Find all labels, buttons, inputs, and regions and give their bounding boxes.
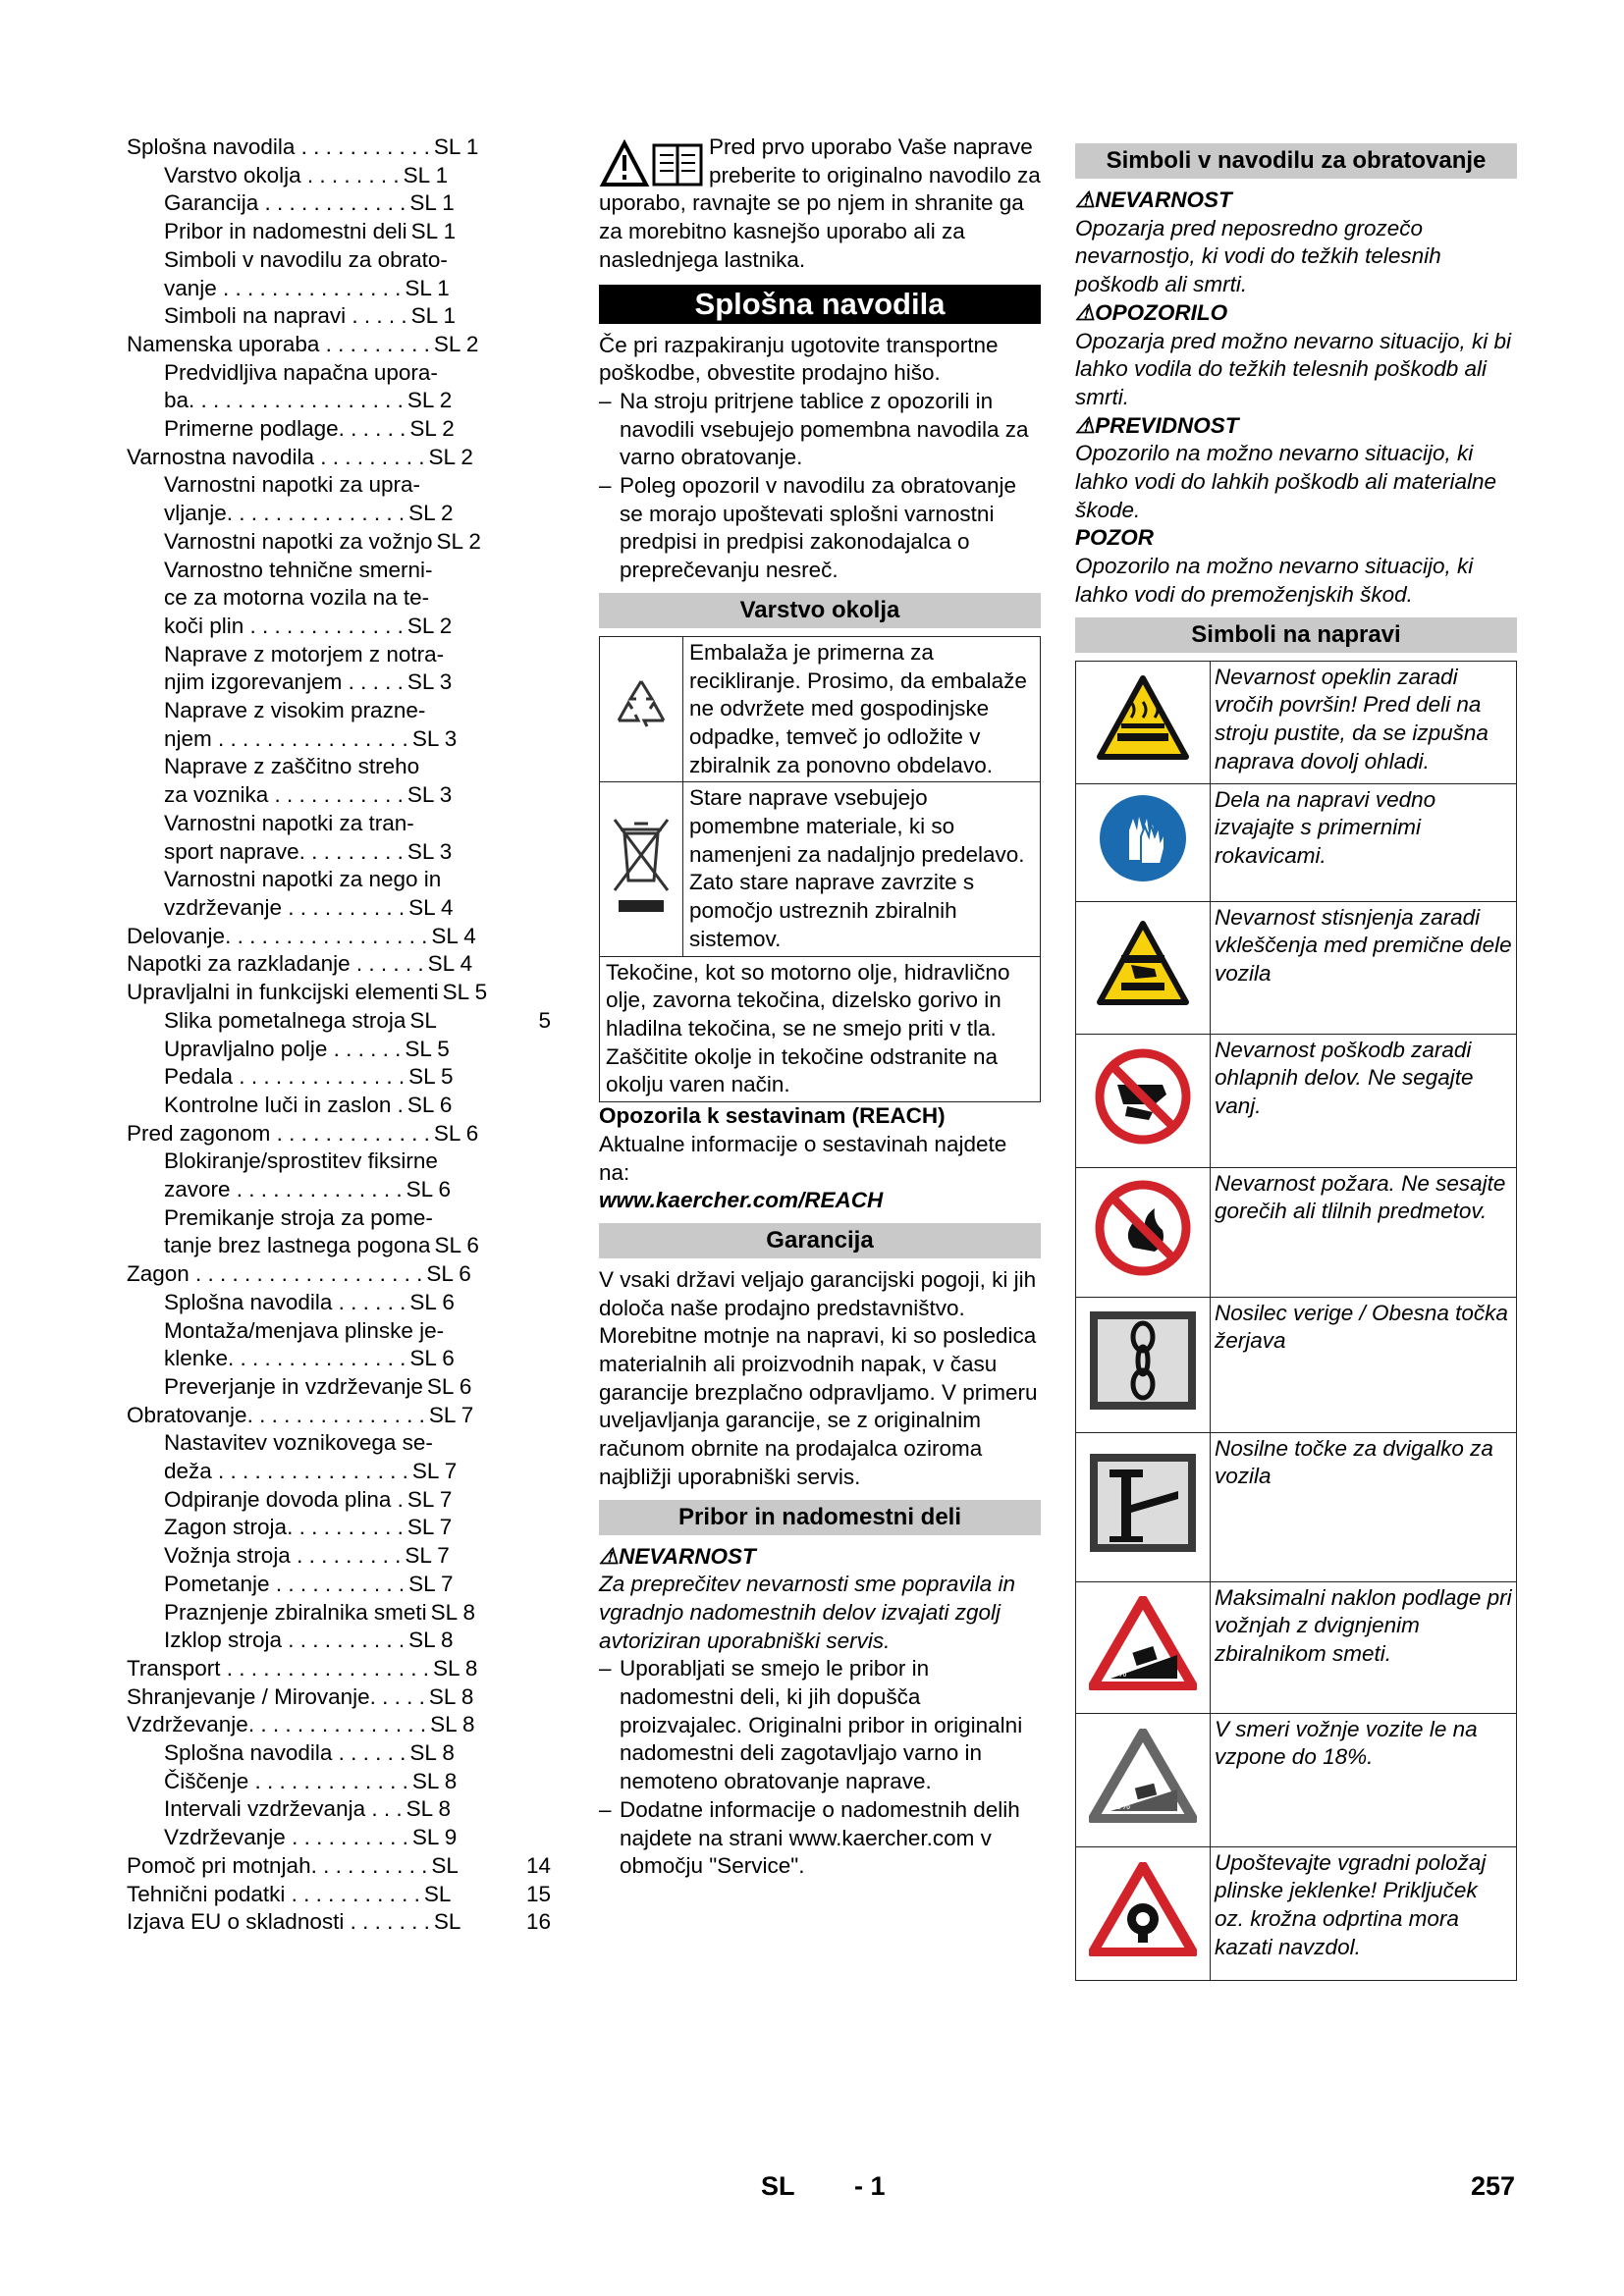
toc-entry-page: SL 5 xyxy=(408,1064,454,1090)
environment-heading: Varstvo okolja xyxy=(599,593,1041,628)
manual-symbols-list xyxy=(1075,187,1517,610)
toc-entry-page: SL 6 xyxy=(426,1373,472,1399)
toc-entry[interactable] xyxy=(127,979,559,1007)
accessories-bullet-2: – Dodatne informacije o nadomestnih delih najdete na strani www.kaercher.com v območju "Service". xyxy=(599,1796,1020,1879)
liquids-text: Tekočine, kot so motorno olje, hidravlično olje, zavorna tekočina, dizelsko gorivo in hladilna tekočina, se ne smejo priti v tla. Zaščitite okolje in tekočine odstranite na okolju varen način. xyxy=(599,957,1041,1103)
signal-word-description: Opozorilo na možno nevarno situacijo, ki lahko vodi do premoženjskih škod. xyxy=(1075,554,1474,607)
toc-entry-page: SL xyxy=(423,1881,452,1906)
toc-entry-title: vljanje. . . . . . . . . . . . . . . xyxy=(164,501,406,526)
device-symbol-text: Upoštevajte vgradni položaj plinske jeklenke! Priključek oz. krožna odprtina mora kazati navzdol. xyxy=(1211,1846,1517,1980)
toc-entry-page-number: 16 xyxy=(525,1909,551,1935)
toc-entry-title: Kontrolne luči in zaslon . xyxy=(164,1092,404,1117)
weee-text: Stare naprave vsebujejo pomembne materiale, ki so namenjeni za nadaljnjo predelavo. Zato stare naprave zavrzite s pomočjo ustreznih zbiralnih sistemov. xyxy=(683,782,1041,956)
toc-entry[interactable] xyxy=(127,1204,559,1233)
footer-section: - 1 xyxy=(854,2171,886,2201)
signal-word-label: POZOR xyxy=(1075,525,1155,551)
toc-entry-title: Montaža/menjava plinske je- xyxy=(164,1317,445,1343)
weee-bin-icon xyxy=(609,812,674,920)
intro-text: Pred prvo uporabo Vaše naprave preberite to originalno navodilo za uporabo, ravnajte se po njem in shranite ga za morebitno kasnejšo uporabo ali za naslednjega lastnika. xyxy=(599,134,1041,272)
toc-entry-page: SL 8 xyxy=(406,1796,452,1822)
slope-percentage-label: 18% xyxy=(1110,1801,1131,1813)
toc-entry-title: Izklop stroja . . . . . . . . . . xyxy=(164,1628,406,1653)
toc-entry-page: SL 6 xyxy=(433,1120,479,1146)
toc-entry-page-number: 15 xyxy=(525,1881,551,1906)
toc-entry-page: SL 6 xyxy=(406,1177,452,1202)
toc-entry-page: SL 5 xyxy=(442,980,488,1005)
toc-entry-page: SL 3 xyxy=(411,725,458,751)
toc-entry[interactable] xyxy=(127,613,559,641)
hot-surface-icon xyxy=(1096,674,1190,763)
toc-entry-title: Upravljalni in funkcijski elementi xyxy=(127,980,439,1005)
toc-entry[interactable] xyxy=(127,1739,559,1768)
toc-entry-page: SL 4 xyxy=(427,951,473,977)
toc-entry-page: SL 7 xyxy=(428,1402,474,1427)
toc-entry-title: zavore . . . . . . . . . . . . . . xyxy=(164,1177,403,1202)
toc-entry-page: SL 7 xyxy=(406,1515,453,1540)
slope-percentage-label: 8% xyxy=(1112,1669,1127,1681)
toc-entry-page: SL 6 xyxy=(406,1092,453,1117)
toc-entry[interactable] xyxy=(127,697,559,725)
general-bullet-2: – Poleg opozoril v navodilu za obratovanje se morajo upoštevati splošni varnostni predpisi in predpisi zakonodajalca o preprečevanju nesreč. xyxy=(599,473,1017,583)
toc-entry[interactable] xyxy=(127,162,559,190)
toc-entry[interactable] xyxy=(127,1908,559,1937)
toc-entry[interactable] xyxy=(127,133,559,162)
toc-entry[interactable] xyxy=(127,359,559,388)
toc-entry[interactable] xyxy=(127,1232,559,1260)
no-reaching-icon xyxy=(1094,1047,1192,1146)
toc-entry-title: Varstvo okolja . . . . . . . . xyxy=(164,162,400,187)
toc-entry[interactable] xyxy=(127,1571,559,1599)
toc-entry-title: Predvidljiva napačna upora- xyxy=(164,359,438,385)
toc-entry-page: SL 9 xyxy=(411,1825,458,1850)
toc-entry-title: Varnostni napotki za vožnjo xyxy=(164,528,433,554)
toc-entry[interactable] xyxy=(127,415,559,444)
toc-entry-title: Naprave z motorjem z notra- xyxy=(164,641,445,667)
reach-heading: Opozorila k sestavinam (REACH) xyxy=(599,1103,946,1129)
toc-entry-title: Intervali vzdrževanja . . . xyxy=(164,1796,403,1822)
toc-entry-page: SL 8 xyxy=(411,1768,458,1793)
warning-triangle-icon: ⚠ xyxy=(1075,412,1096,438)
toc-entry-page: SL 8 xyxy=(408,1628,454,1653)
toc-entry-title: Namenska uporaba . . . . . . . . . xyxy=(127,331,430,356)
device-symbol-text: V smeri vožnje vozite le na vzpone do 18%. xyxy=(1211,1713,1517,1846)
general-paragraph: Če pri razpakiranju ugotovite transportne poškodbe, obvestite prodajno hišo. xyxy=(599,332,999,386)
toc-entry[interactable] xyxy=(127,1402,559,1430)
toc-entry[interactable] xyxy=(127,1345,559,1373)
toc-entry-page: SL 8 xyxy=(430,1712,475,1737)
toc-entry-page: SL 3 xyxy=(406,669,453,695)
device-symbol-text: Nosilne točke za dvigalko za vozila xyxy=(1211,1432,1517,1581)
middle-column xyxy=(599,133,1041,1881)
toc-entry-title: Varnostni napotki za tran- xyxy=(164,810,414,835)
toc-entry-title: Simboli na napravi . . . . . xyxy=(164,303,407,329)
toc-entry-title: Vožnja stroja . . . . . . . . . xyxy=(164,1543,402,1569)
toc-entry[interactable] xyxy=(127,500,559,528)
toc-entry[interactable] xyxy=(127,584,559,613)
chain-icon xyxy=(1088,1309,1198,1412)
toc-entry[interactable] xyxy=(127,218,559,246)
toc-entry[interactable] xyxy=(127,1458,559,1486)
device-symbol-text: Nosilec verige / Obesna točka žerjava xyxy=(1211,1297,1517,1432)
accessories-heading: Pribor in nadomestni deli xyxy=(599,1500,1041,1535)
toc-entry-title: Splošna navodila . . . . . . xyxy=(164,1289,406,1314)
toc-entry-page: SL 2 xyxy=(408,501,454,526)
toc-entry-title: Varnostni napotki za upra- xyxy=(164,472,420,498)
device-symbol-text: Nevarnost požara. Ne sesajte gorečih ali tlilnih predmetov. xyxy=(1211,1167,1517,1297)
toc-entry[interactable] xyxy=(127,1148,559,1176)
toc-entry-title: vanje . . . . . . . . . . . . . . . xyxy=(164,275,402,300)
footer-page-number: 257 xyxy=(1471,2171,1516,2201)
toc-entry-title: Varnostno tehnične smerni- xyxy=(164,557,433,582)
toc-entry-page: SL 3 xyxy=(406,782,453,808)
toc-entry-page: SL 8 xyxy=(428,1683,474,1709)
device-symbols-heading: Simboli na napravi xyxy=(1075,617,1517,653)
toc-entry[interactable] xyxy=(127,641,559,669)
toc-entry-title: tanje brez lastnega pogona xyxy=(164,1233,431,1258)
toc-entry[interactable] xyxy=(127,1036,559,1064)
toc-entry-title: Primerne podlage. . . . . . xyxy=(164,416,406,442)
right-column xyxy=(1075,143,1517,1981)
toc-entry-title: Upravljalno polje . . . . . . xyxy=(164,1036,402,1061)
toc-entry[interactable] xyxy=(127,1683,559,1712)
toc-entry-title: Naprave z zaščitno streho xyxy=(164,754,420,779)
jack-point-icon xyxy=(1088,1452,1198,1554)
toc-entry-page: SL 7 xyxy=(406,1486,453,1512)
toc-entry[interactable] xyxy=(127,923,559,951)
toc-entry-title: Vzdrževanje . . . . . . . . . . xyxy=(164,1825,408,1850)
toc-entry-page: SL 6 xyxy=(409,1346,455,1371)
toc-entry-page: SL xyxy=(409,1007,437,1033)
device-symbol-text: Nevarnost poškodb zaradi ohlapnih delov. Ne segajte vanj. xyxy=(1211,1034,1517,1167)
reach-link[interactable]: www.kaercher.com/REACH xyxy=(599,1188,884,1213)
toc-entry-title: Izjava EU o skladnosti . . . . . . . xyxy=(127,1909,430,1935)
signal-word-description: Opozarja pred možno nevarno situacijo, ki bi lahko vodila do težkih telesnih poškodb ali smrti. xyxy=(1075,328,1511,409)
toc-entry-title: Varnostna navodila . . . . . . . . . xyxy=(127,444,425,469)
manual-symbols-heading: Simboli v navodilu za obratovanje xyxy=(1075,143,1517,179)
toc-entry-title: njim izgorevanjem . . . . . xyxy=(164,669,404,695)
toc-entry[interactable] xyxy=(127,1120,559,1148)
toc-entry-page-number: 14 xyxy=(525,1852,551,1878)
toc-entry[interactable] xyxy=(127,471,559,500)
toc-entry[interactable] xyxy=(127,1063,559,1092)
toc-entry-page: SL 4 xyxy=(431,923,476,948)
toc-entry-title: Pred zagonom . . . . . . . . . . . . . xyxy=(127,1120,430,1146)
environment-table xyxy=(599,636,1041,957)
toc-entry[interactable] xyxy=(127,1881,559,1909)
toc-entry-title: Praznjenje zbiralnika smeti xyxy=(164,1599,427,1625)
gas-cylinder-icon xyxy=(1089,1862,1197,1956)
toc-entry-title: Naprave z visokim prazne- xyxy=(164,698,426,723)
signal-word-description: Opozorilo na možno nevarno situacijo, ki lahko vodi do lahkih poškodb ali materialne škode. xyxy=(1075,441,1497,522)
toc-entry-page: SL 7 xyxy=(411,1459,458,1484)
toc-entry-title: Splošna navodila . . . . . . xyxy=(164,1740,406,1766)
toc-entry-page: SL 4 xyxy=(408,894,454,920)
toc-entry-page: SL 1 xyxy=(409,190,455,216)
toc-entry[interactable] xyxy=(127,302,559,331)
table-of-contents xyxy=(127,133,559,1937)
toc-entry-title: Odpiranje dovoda plina . xyxy=(164,1486,404,1512)
toc-entry-title: njem . . . . . . . . . . . . . . . . xyxy=(164,725,408,751)
toc-entry[interactable] xyxy=(127,950,559,979)
toc-entry-title: Blokiranje/sprostitev fiksirne xyxy=(164,1148,438,1174)
general-bullet-1: – Na stroju pritrjene tablice z opozorili in navodili vsebujejo pomembna navodila za varno obratovanje. xyxy=(599,388,1029,470)
toc-entry[interactable] xyxy=(127,1429,559,1458)
toc-entry-page: SL 6 xyxy=(434,1233,479,1258)
signal-word-description: Opozarja pred neposredno grozečo nevarnostjo, ki vodi do težkih telesnih poškodb ali smrti. xyxy=(1075,215,1441,297)
toc-entry[interactable] xyxy=(127,1007,559,1036)
toc-entry-page: SL 2 xyxy=(433,331,479,356)
gloves-icon xyxy=(1096,791,1190,885)
toc-entry-page: SL 1 xyxy=(405,275,450,300)
toc-entry-title: Pometanje . . . . . . . . . . . xyxy=(164,1571,406,1596)
read-manual-icon xyxy=(599,133,709,188)
accessories-warning-text: Za preprečitev nevarnosti sme popravila in vgradnjo nadomestnih delov izvajati zgolj avtoriziran uporabniški servis. xyxy=(599,1572,1015,1653)
toc-entry[interactable] xyxy=(127,1373,559,1402)
toc-entry-page: SL 8 xyxy=(433,1655,478,1681)
toc-entry-title: Splošna navodila . . . . . . . . . . . xyxy=(127,134,430,159)
toc-entry[interactable] xyxy=(127,1599,559,1628)
slope-gray-icon xyxy=(1089,1729,1197,1823)
toc-entry-title: Garancija . . . . . . . . . . . . xyxy=(164,190,406,216)
toc-entry[interactable] xyxy=(127,189,559,218)
toc-entry-page: SL 7 xyxy=(408,1571,454,1596)
warranty-heading: Garancija xyxy=(599,1223,1041,1258)
toc-entry[interactable] xyxy=(127,557,559,585)
toc-entry-page: SL 2 xyxy=(428,444,473,469)
toc-entry-title: Napotki za razkladanje . . . . . . xyxy=(127,951,424,977)
device-symbol-text: Maksimalni naklon podlage pri vožnjah z dvignjenim zbiralnikom smeti. xyxy=(1211,1581,1517,1713)
toc-entry[interactable] xyxy=(127,387,559,415)
toc-entry[interactable] xyxy=(127,668,559,697)
toc-entry[interactable] xyxy=(127,1176,559,1204)
accessories-warning-label: ⚠NEVARNOST xyxy=(599,1543,756,1569)
toc-entry-title: Varnostni napotki za nego in xyxy=(164,867,442,892)
toc-entry-page: SL 7 xyxy=(405,1543,450,1569)
toc-entry-title: Delovanje. . . . . . . . . . . . . . . . . xyxy=(127,923,428,948)
toc-entry-page: SL 2 xyxy=(406,613,453,638)
toc-entry-title: Pribor in nadomestni deli xyxy=(164,219,407,244)
toc-entry-page: SL 1 xyxy=(410,219,457,244)
toc-entry-title: vzdrževanje . . . . . . . . . . xyxy=(164,894,406,920)
device-symbols-table xyxy=(1075,661,1517,1981)
toc-entry-title: ba. . . . . . . . . . . . . . . . . . xyxy=(164,388,404,413)
toc-entry-title: Nastavitev voznikovega se- xyxy=(164,1430,433,1456)
toc-entry-title: Zagon . . . . . . . . . . . . . . . . . . . xyxy=(127,1261,423,1287)
device-symbol-text: Nevarnost opeklin zaradi vročih površin! Pred deli na stroju pustite, da se izpušna naprava dovolj ohladi. xyxy=(1211,661,1517,783)
no-flammables-icon xyxy=(1094,1179,1192,1277)
toc-entry-page: SL 1 xyxy=(403,162,449,187)
toc-entry-title: klenke. . . . . . . . . . . . . . . xyxy=(164,1346,406,1371)
tipping-red-icon xyxy=(1089,1596,1197,1690)
toc-entry-page: SL 1 xyxy=(433,134,479,159)
toc-entry[interactable] xyxy=(127,1289,559,1317)
warning-triangle-icon: ⚠ xyxy=(599,1543,620,1569)
toc-entry[interactable] xyxy=(127,528,559,557)
toc-entry-page-number: 5 xyxy=(538,1007,551,1033)
toc-entry[interactable] xyxy=(127,1824,559,1852)
warning-triangle-icon: ⚠ xyxy=(1075,299,1096,325)
toc-entry-page: SL xyxy=(433,1909,461,1935)
toc-entry[interactable] xyxy=(127,1655,559,1683)
toc-entry[interactable] xyxy=(127,444,559,472)
toc-entry[interactable] xyxy=(127,1852,559,1881)
recycling-icon xyxy=(609,673,674,738)
toc-entry[interactable] xyxy=(127,725,559,754)
toc-entry-title: Tehnični podatki . . . . . . . . . . . xyxy=(127,1881,420,1906)
toc-entry[interactable] xyxy=(127,1768,559,1796)
toc-entry-title: deža . . . . . . . . . . . . . . . . xyxy=(164,1459,408,1484)
toc-entry-page: SL 1 xyxy=(410,303,457,329)
toc-entry[interactable] xyxy=(127,781,559,810)
toc-entry-title: Čiščenje . . . . . . . . . . . . . xyxy=(164,1768,408,1793)
accessories-bullet-1: – Uporabljati se smejo le pribor in nadomestni deli, ki jih dopušča proizvajalec. Originalni pribor in originalni nadomestni deli zagotavljajo varno in nemoteno obratovanje naprave. xyxy=(599,1656,1023,1794)
toc-entry-page: SL 6 xyxy=(426,1261,471,1287)
toc-entry[interactable] xyxy=(127,1486,559,1515)
toc-entry-page: SL 3 xyxy=(406,838,453,864)
toc-entry[interactable] xyxy=(127,838,559,867)
device-symbol-text: Nevarnost stisnjenja zaradi vkleščenja med premične dele vozila xyxy=(1211,901,1517,1034)
toc-entry-page: SL 6 xyxy=(409,1289,455,1314)
toc-entry[interactable] xyxy=(127,866,559,894)
toc-entry-title: koči plin . . . . . . . . . . . . . xyxy=(164,613,404,638)
intro-notice xyxy=(599,133,1041,275)
toc-entry-title: Premikanje stroja za pome- xyxy=(164,1204,433,1230)
toc-entry[interactable] xyxy=(127,246,559,275)
toc-entry[interactable] xyxy=(127,331,559,359)
toc-entry[interactable] xyxy=(127,1627,559,1655)
toc-entry-title: Preverjanje in vzdrževanje xyxy=(164,1373,423,1399)
toc-entry-title: Zagon stroja. . . . . . . . . . xyxy=(164,1515,404,1540)
toc-entry-title: sport naprave. . . . . . . . . xyxy=(164,838,404,864)
device-symbol-text: Dela na napravi vedno izvajajte s primernimi rokavicami. xyxy=(1211,783,1517,901)
recycling-text: Embalaža je primerna za recikliranje. Prosimo, da embalaže ne odvržete med gospodinjske odpadke, temveč jo odložite v zbiralnik za ponovno obdelavo. xyxy=(683,636,1041,782)
toc-entry-page: SL 2 xyxy=(406,388,453,413)
toc-entry[interactable] xyxy=(127,1711,559,1739)
footer-language: SL xyxy=(761,2171,795,2201)
toc-entry-page: SL 2 xyxy=(436,528,481,554)
toc-entry[interactable] xyxy=(127,1514,559,1542)
toc-entry[interactable] xyxy=(127,753,559,781)
toc-entry-page: SL 5 xyxy=(405,1036,450,1061)
toc-entry-title: Transport . . . . . . . . . . . . . . . . . xyxy=(127,1655,429,1681)
toc-entry-page: SL 8 xyxy=(430,1599,476,1625)
toc-entry-title: Pedala . . . . . . . . . . . . . . xyxy=(164,1064,406,1090)
signal-word-label: ⚠PREVIDNOST xyxy=(1075,412,1239,438)
toc-entry[interactable] xyxy=(127,810,559,838)
signal-word-label: ⚠OPOZORILO xyxy=(1075,299,1228,325)
signal-word-label: ⚠NEVARNOST xyxy=(1075,187,1232,212)
toc-entry-title: Pomoč pri motnjah. . . . . . . . . . xyxy=(127,1852,428,1878)
toc-entry-page: SL 8 xyxy=(409,1740,455,1766)
toc-entry[interactable] xyxy=(127,1795,559,1824)
reach-text: Aktualne informacije o sestavinah najdete na: xyxy=(599,1131,1007,1185)
toc-entry-title: za voznika . . . . . . . . . . . xyxy=(164,782,404,808)
toc-entry-title: Shranjevanje / Mirovanje. . . . . xyxy=(127,1683,425,1709)
warning-triangle-icon: ⚠ xyxy=(1075,187,1096,212)
toc-entry-page: SL 2 xyxy=(409,416,455,442)
toc-entry[interactable] xyxy=(127,1317,559,1346)
toc-entry[interactable] xyxy=(127,1542,559,1571)
toc-entry[interactable] xyxy=(127,894,559,923)
toc-entry[interactable] xyxy=(127,1260,559,1289)
general-heading: Splošna navodila xyxy=(599,285,1041,324)
toc-entry-title: Vzdrževanje. . . . . . . . . . . . . . . xyxy=(127,1712,427,1737)
toc-entry-page: SL xyxy=(431,1852,459,1878)
warranty-text: V vsaki državi veljajo garancijski pogoji, ki jih določa naše prodajno predstavništvo. Morebitne motnje na napravi, ki so posledica materialnih ali proizvodnih napak, v času garancije brezplačno odpravljamo. V primeru uveljavljanja garancije, se z originalnim računom obrnite na prodajalca oziroma najbližji uporabniški servis. xyxy=(599,1266,1038,1489)
toc-entry-title: Slika pometalnega stroja xyxy=(164,1007,406,1033)
toc-entry[interactable] xyxy=(127,275,559,303)
toc-entry[interactable] xyxy=(127,1092,559,1120)
crush-hazard-icon xyxy=(1096,920,1190,1008)
toc-entry-title: Obratovanje. . . . . . . . . . . . . . . xyxy=(127,1402,425,1427)
toc-entry-title: Simboli v navodilu za obrato- xyxy=(164,246,448,272)
toc-entry-title: ce za motorna vozila na te- xyxy=(164,585,430,611)
